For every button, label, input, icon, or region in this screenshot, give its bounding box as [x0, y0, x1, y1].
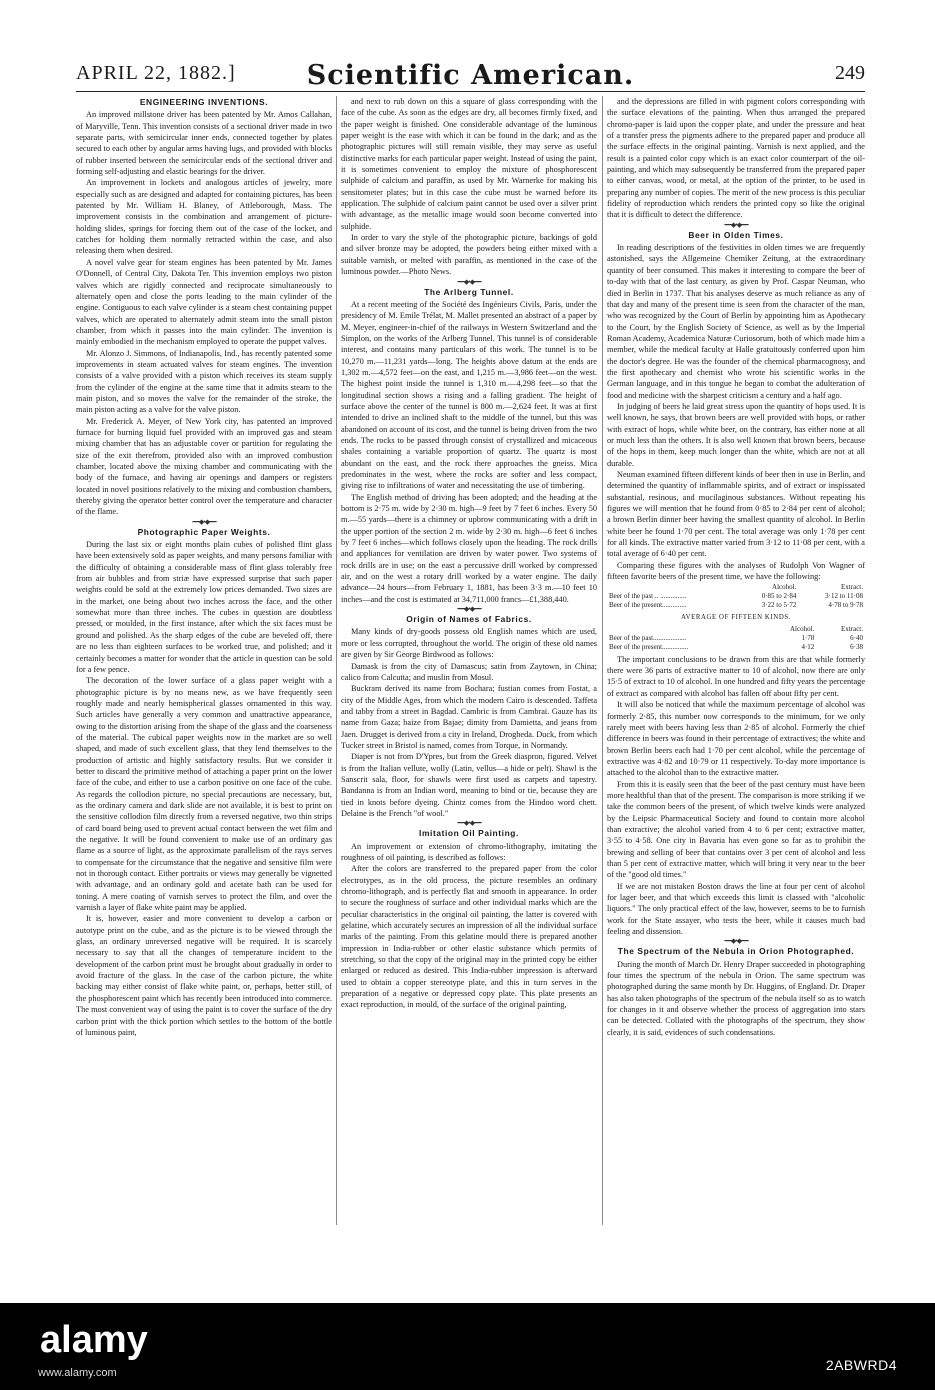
article-paragraph: In order to vary the style of the photographic picture, backings of gold and silver bronze may be adopted, the powders being either mixed with a suitable varnish, or melted with paraffin, as mentioned in the case of the luminous powder.—Photo News.	[341, 233, 597, 277]
publication-title: Scientific American.	[306, 60, 635, 91]
table-cell: 6·40	[850, 633, 863, 642]
article-paragraph: Neuman examined fifteen different kinds of beer then in use in Berlin, and determined the quantity of inflammable spirits, and of extract or inspissated substantial, resinous, and mucilaginous substances. Without repeating his figures we will mention that he found from 0·85 to 2·84 per cent of alcohol; a brown Berlin dinner beer having the smallest quantity of alcohol. In Berlin white beer he found 1·70 per cent. The total average was only 1·78 per cent for all kinds. The extractive matter varied from 3·12 to 11·08 per cent, with a total average of 6·40 per cent.	[607, 470, 865, 559]
table-header-row	[607, 625, 865, 634]
article-paragraph: Damask is from the city of Damascus; satin from Zaytown, in China; calico from Calcutta; and muslin from Mosul.	[341, 661, 597, 682]
table-cell: Beer of the present...............	[609, 642, 689, 651]
article-heading: Imitation Oil Painting.	[419, 828, 519, 839]
table-row	[607, 601, 865, 610]
article-paragraph: During the month of March Dr. Henry Draper succeeded in photographing four times the spectrum of the nebula in Orion. The same spectrum was photographed during the same month by Dr. Huggins, of England. Dr. Draper has also taken photographs of the spectrum of the nebula itself so as to watch for changes in it and observe whether the process of aggregation into stars can be detected. Collated with the photographs of the spectrum, they show clearly, it is said, evidences of such condensations.	[607, 959, 865, 1037]
article-paragraph: The important conclusions to be drawn from this are that while formerly there were 36 parts of extractive matter to 10 of alcohol, now there are only 15·5 of extract to 10 of alcohol. In one hundred and fifty years the percentage of extract as compared with alcohol has fallen off about fifty per cent.	[607, 654, 865, 698]
column-divider	[336, 96, 337, 1225]
table-cell: 3·12 to 11·08	[825, 592, 863, 601]
watermark-url: www.alamy.com	[38, 1367, 117, 1379]
article-paragraph: Comparing these figures with the analyses of Rudolph Von Wagner of fifteen favorite beers of the present time, we have the following:	[607, 560, 865, 582]
table-header: Alcohol.	[772, 583, 797, 592]
article-paragraph: In judging of beers he laid great stress upon the quantity of hops used. It is well known, he says, that brown beers are well provided with hops, or rather with extract of hops, while white beer, on the contrary, has either none at all or much less than the others. It is also well known that brown beers, because of the hops in them, keep much longer than the white, which are not at all durable.	[607, 401, 865, 468]
page-number: 249	[835, 62, 865, 84]
column-1	[76, 96, 332, 1225]
article-paragraph: At a recent meeting of the Société des Ingénieurs Civils, Paris, under the presidency of M. Emile Trélat, M. Mallet presented an abstract of a paper by M. Meyer, engineer-in-chief of the railways in Western Switzerland and the Simplon, on the works of the Arlberg Tunnel. This tunnel is of considerable interest, and contains many particulars of this work. The tunnel is to be 10,270 m.—11,231 yards—long. The heights above datum at the ends are 1,302 m.—4,572 feet—on the east, and 1,215 m.—3,986 feet—on the west. The highest point inside the tunnel is 1,310 m.—4,298 feet—so that the longitudinal section shows a rising and a falling gradient. The height of surface above the center of the tunnel is 800 m.—2,624 feet. It was at first intended to drive an inclined shaft to the middle of the tunnel, but this was abandoned on account of its cost, and the tunnel is being driven from the two ends. The rocks to be passed through consist of crystallized and micaceous shales containing a variable proportion of quartz. The quartz is most abundant on the east, and the rock there approaches the gneiss. Mica predominates in the west, where the rocks are softer and less compact, giving rise to infiltrations of water and necessitating the use of timbering.	[341, 299, 597, 491]
article-paragraph: After the colors are transferred to the prepared paper from the color electrotypes, as in the old process, the picture resembles an ordinary chromo-lithograph, and is perfectly flat and smooth in appearance. In order to secure the roughness of surface and other individual marks which are the peculiar characteristics in the original oil painting, the latter is covered with gelatine, which accurately secures an impression of all the individual surface marks of the painting. From this gelatine mould there is prepared another impression in India-rubber or other elastic substance which permits of stretching, so that the copy of the original may in the printed copy be either enlarged or reduced as desired. This India-rubber impression is afterward used to obtain a copper stereotype plate, and this in turn serves in the preparation of a negative or depressed copy plate. This plate presents an exact reproduction, in mould, of the surface of the original painting,	[341, 864, 597, 1010]
article-heading: Photographic Paper Weights.	[137, 526, 271, 537]
article-paragraph: It is, however, easier and more convenient to develop a carbon or autotype print on the cube, and as the picture is to be viewed through the glass, an ordinary unreversed negative will be required. It is scarcely necessary to say that all the changes of temperature incident to the development of the carbon print must be brought about gradually in order to avoid fracture of the glass. In the case of the carbon picture, the white backing may either consist of flake white paint, or, perhaps, better still, of the phosphorescent paint which has recently been introduced into commerce. The most convenient way of using the paint is to cover the surface of the dry carbon print with the thick portion which settles to the bottom of the bottle of luminous paint,	[76, 914, 332, 1037]
column-2	[341, 96, 597, 1225]
article-paragraph: Mr. Alonzo J. Simmons, of Indianapolis, Ind., has recently patented some improvements in steam actuated valves for steam engines. The invention consists of a valve provided with a piston which receives its steam supply from the cylinder of the engine at the same time that it admits steam to the main piston, and so moves the valve for the remainder of the stroke, the main piston acting as a valve for the valve piston.	[76, 348, 332, 415]
alamy-logo	[40, 1318, 210, 1362]
table-cell: 1·78	[801, 633, 815, 642]
column-3-bottom	[607, 654, 865, 1038]
masthead-rule	[76, 91, 865, 92]
article-paragraph: Many kinds of dry-goods possess old English names which are used, more or less corrupted, throughout the world. The origin of these old names are given by Sir George Birdwood as follows:	[341, 627, 597, 660]
column-3-top	[607, 96, 865, 582]
article-paragraph: An improvement in lockets and analogous articles of jewelry, more especially such as are designed and adapted for containing pictures, has been patented by Mr. William H. Blaney, of Attleborough, Mass. The improvement consists in the combination and arrangement of picture-holding slides, springs for forcing them out of the case of the locket, and catches for holding them normally retracted within the case, and also releasing them when desired.	[76, 178, 332, 256]
issue-date: APRIL 22, 1882.]	[76, 62, 236, 84]
article-paragraph: The decoration of the lower surface of a glass paper weight with a photographic picture is by no means new, as we have frequently seen roughly made and nearly hemispherical glasses ornamented in this way. Such articles have generally a very common and unattractive appearance, owing to the distortion arising from the shape of the glass and the coarseness of the material. The cubical paper weights now in the market are so well shaped, and made of such excellent glass, that they lend themselves to the production of artistic and highly satisfactory results. But we consider it better to discard the primitive method of attaching a paper print on the lower face of the cube, and either to use a carbon positive on one face of the cube. As regards the collodion picture, no special precautions are necessary, but, as the ordinary camera and dark slide are not available, it is best to print on the sensitive collodion film directly from a reversed negative, two thin strips of card board being used to prevent actual contact between the wet film and the negative. It will be found convenient to make use of an ordinary gas flame as a source of light, as the approximate parallelism of the rays serves to compensate for the circumstance that the negative and sensitive film were not in thorough contact. Either portraits or views may generally be vignetted with advantage, and an ordinary gold and acetate bath can be used for toning. A mere coating of varnish serves to protect the film, and over the varnish a layer of flake white paint may be applied.	[76, 676, 332, 913]
section-separator: ━━◆•◆━━	[457, 605, 481, 614]
table-header: Extract.	[841, 624, 863, 633]
table-row	[607, 643, 865, 652]
section-separator: ━━◆•◆━━	[457, 819, 481, 828]
article-paragraph: An improvement or extension of chromo-lithography, imitating the roughness of oil painting, is described as follows:	[341, 841, 597, 862]
article-paragraph: and next to rub down on this a square of glass corresponding with the face of the cube. As soon as the edges are dry, all becomes firmly fixed, and the paper weight is finished. One considerable advantage of the luminous paper weight is the ease with which it can be found in the dark; and as the photographic pictures will still remain visible, they may serve as useful distinctive marks for each particular paper weight. Instead of using the paint, it is sometimes convenient to employ the mixture of phosphorescent sulphide of calcium and paraffin, as used by Mr. Warnerke for making his sensitometer plates; but in this case the cube must be warned before its application. The sulphide of calcium paint cannot be used over a silver print with advantage, as the metallic image would soon become converted into sulphide.	[341, 97, 597, 231]
article-paragraph: It will also be noticed that while the maximum percentage of alcohol was formerly 2·85, this number now corresponds to the minimum, for we only rarely meet with beers having less than 2·85 of alcohol. Formerly the chief difference in beers was found in their percentage of extractives; the white and brown Berlin beers each had 1·70 per cent alcohol, while the percentage of extractive was 4·82 and 10·79 or 11 respectively. To-day more importance is attached to the alcohol than to the extractive matter.	[607, 700, 865, 778]
table-row	[607, 592, 865, 601]
beer-average-table	[607, 625, 865, 652]
table-row	[607, 634, 865, 643]
article-paragraph: Buckram derived its name from Bochara; fustian comes from Fostat, a city of the Middle Ages, from which the modern Cairo is descended. Taffeta and tabby from a street in Bagdad. Cambric is from Cambrai. Gauze has its name from Gaza; baize from Bajae; dimity from Damietta, and jeans from Jaen. Drugget is derived from a city in Ireland, Drogheda. Duck, from which Tucker street in Bristol is named, comes from Torque, in Normandy.	[341, 684, 597, 750]
table-cell: Beer of the present..............	[609, 601, 687, 610]
article-heading: Beer in Olden Times.	[688, 229, 784, 240]
article-paragraph: From this it is easily seen that the beer of the past century must have been more healthful than that of the present. The comparison is more striking if we take the common beers of the present, of which twelve kinds were analyzed by the Leipsic Pharmaceutical Society and found to contain more alcohol than extractive; the alcohol varied from 4 to 6 per cent; extractive matter, 3·55 to 4·58. One city in Bavaria has even gone so far as to prohibit the brewing and selling of beer that contains over 3 per cent of alcohol and less than 5 per cent of extractive matter, which will bring it very near to the beer of the "good old times."	[607, 779, 865, 880]
table-cell: 4·78 to 9·78	[828, 601, 863, 610]
table-header: Alcohol.	[789, 624, 815, 633]
table-header-row	[607, 583, 865, 592]
table-header: Extract.	[841, 583, 863, 592]
article-paragraph: The English method of driving has been adopted; and the heading at the bottom is 2·75 m. wide by 2·30 m. high—9 feet by 7 feet 6 inches. Every 50 m.—55 yards—there is a chimney or upbrow communicating with a drift in the upper portion of the section 2 m. wide by 2·30 m. high—6 feet 6 inches by 7 feet 6 inches—which follows closely upon the heading. The rock drills and appliances for ventilation are driven by water power. Two systems of rock drills are in use; on the east a percussive drill worked by compressed air, and on the west a rotary drill worked by a water engine. The daily advance—24 hours—from February 1, 1881, has been 3·3 m.—10 feet 10 inches—and the cost is estimated at 34,711,000 francs—£1,388,440.	[341, 492, 597, 604]
table-cell: 6·38	[850, 642, 863, 651]
table-cell: 0·85 to 2·84	[761, 592, 797, 601]
article-paragraph: Mr. Frederick A. Meyer, of New York city, has patented an improved furnace for burning liquid fuel provided with an improved gas and steam mixing chamber that has an adjustable cover or partition for regulating the size of the exit therefrom, provided also with an improved combustion chamber, located above the mixing chamber and communicating with the body of the furnace, and having air openings and dampers or registers located in novel positions relatively to the mixing and combustion chambers, thereby giving the operator better control over the temperature and character of the flame.	[76, 416, 332, 517]
article-paragraph: In reading descriptions of the festivities in olden times we are frequently astonished, says the Allgemeine Chemiker Zeitung, at the extraordinary quantity of beer consumed. This makes it interesting to compare the beer of to-day with that of the last century, as given by Prof. Caspar Neuman, who died in Berlin in 1737. That his analyses deserve as much reliance as any of that day and many of the present time is seen from the character of the man, who was recognized by the Court of Berlin by appointing him as Apothecary to the Court, by the English Society of Science, as well as by the Imperial Roman Academy, Academica Naturæ Curiosorum, both of which made him a member, while the medical faculty at Halle gratuitously conferred upon him the doctor's degree. He was the founder of the chemical pharmacognosy, and the first apothecary and chemist who wrote his scientific works in the German language, and in this tongue he began to combat the adulteration of food and medicine with the sharpest criticism a century and a half ago.	[607, 243, 865, 400]
column-3	[607, 96, 865, 1225]
table-cell: Beer of the past .. ...............	[609, 592, 687, 601]
beer-comparison-table	[607, 583, 865, 610]
section-separator: ━━◆•◆━━	[192, 517, 216, 526]
table-cell: Beer of the past...................	[609, 633, 687, 642]
article-paragraph: A novel valve gear for steam engines has been patented by Mr. James O'Donnell, of Central City, Dakota Ter. This invention employs two piston valves which are rigidly connected and reciprocate simultaneously to alternately open and close the ports leading to the main cylinder of the engine. Contiguous to each valve cylinder is a steam chest containing puppet valves, which are operated to alternately admit steam into the small piston chamber, from which it passes into the main cylinder. The invention is mainly embodied in the mechanism employed to operate the puppet valves.	[76, 257, 332, 347]
table-cell: 4·12	[801, 642, 815, 651]
article-heading: The Arlberg Tunnel.	[424, 286, 514, 297]
image-id-code: 2ABWRD4	[825, 1357, 897, 1373]
section-separator: ━━◆•◆━━	[724, 220, 748, 229]
article-paragraph: If we are not mistaken Boston draws the line at four per cent of alcohol for lager beer, and that which exceeds this limit is classed with "alcoholic liquors." The only practical effect of the law, however, seems to be to furnish work for the State assayer, who tests the beer, while it causes much bad feeling and dissension.	[607, 881, 865, 937]
article-heading: Origin of Names of Fabrics.	[406, 614, 532, 625]
article-heading: ENGINEERING INVENTIONS.	[139, 97, 269, 107]
section-separator: ━━◆•◆━━	[457, 277, 481, 286]
article-paragraph: During the last six or eight months plain cubes of polished flint glass have been extensively sold as paper weights, and many persons familiar with the difficulty of obtaining a considerable mass of flint glass tolerably free from air bubbles and from striæ have expressed surprise that such paper weights could be sold at the extremely low prices demanded. Two sizes are in the market, one being about two inches across the face, and the other somewhat more than three inches. The cubes in question are doubtless pressed, or moulded, in the first instance, after which the six faces must be ground and polished. As the sharp edges of the cube are beveled off, there are no less than eighteen surfaces to be worked true, and polished; and it certainly becomes a matter for wonder that the article in question can be sold for a few pence.	[76, 540, 332, 674]
logo-text: alamy	[40, 1319, 148, 1361]
article-heading: The Spectrum of the Nebula in Orion Photographed.	[617, 946, 855, 957]
masthead	[76, 60, 865, 92]
article-paragraph: Diaper is not from D'Ypres, but from the Greek diaspron, figured. Velvet is from the Italian vellute, wolly (Latin, vellus—a hide or pelt). Shawl is the Sanscrit sala, floor, for shawls were first used as carpets and tapestry. Bandanna is from an Indian word, meaning to bind or tie, because they are tied in knots before dyeing. Chintz comes from the Hindoo word chett. Delaine is the French "of wool."	[341, 752, 597, 818]
article-paragraph: An improved millstone driver has been patented by Mr. Amos Callahan, of Maryville, Tenn. This invention consists of a sectional driver made in two separate parts, with semicircular inner ends, connected together by plates secured to each other by angular arms having lugs, and provided with blocks of rubber inserted between the semicircular ends of the sectional driver and forming self-adjusting and elastic bearings for the driver.	[76, 110, 332, 177]
section-separator: ━━◆•◆━━	[724, 937, 748, 946]
column-divider	[602, 96, 603, 1225]
table-cell: 3·22 to 5·72	[761, 601, 797, 610]
table-caption: AVERAGE OF FIFTEEN KINDS.	[680, 614, 792, 622]
article-paragraph: and the depressions are filled in with pigment colors corresponding with the surface elevations of the painting. When thus arranged the prepared chromo-paper is laid upon the copper plate, and under the pressure and heat of a transfer press the pigments adhere to the prepared paper and produce all the surface effects in the original painting. Varnish is next applied, and the result is a painted color copy which is an exact color counterpart of the oil-painting, and which may subsequently be transferred from the prepared paper to either canvas, wood, or metal, at the option of the printer, to be used in preparing any number of copies. The merit of the new process is this peculiar fidelity of reproduction which renders the printed copy so like the original that it is difficult to detect the difference.	[607, 97, 865, 220]
